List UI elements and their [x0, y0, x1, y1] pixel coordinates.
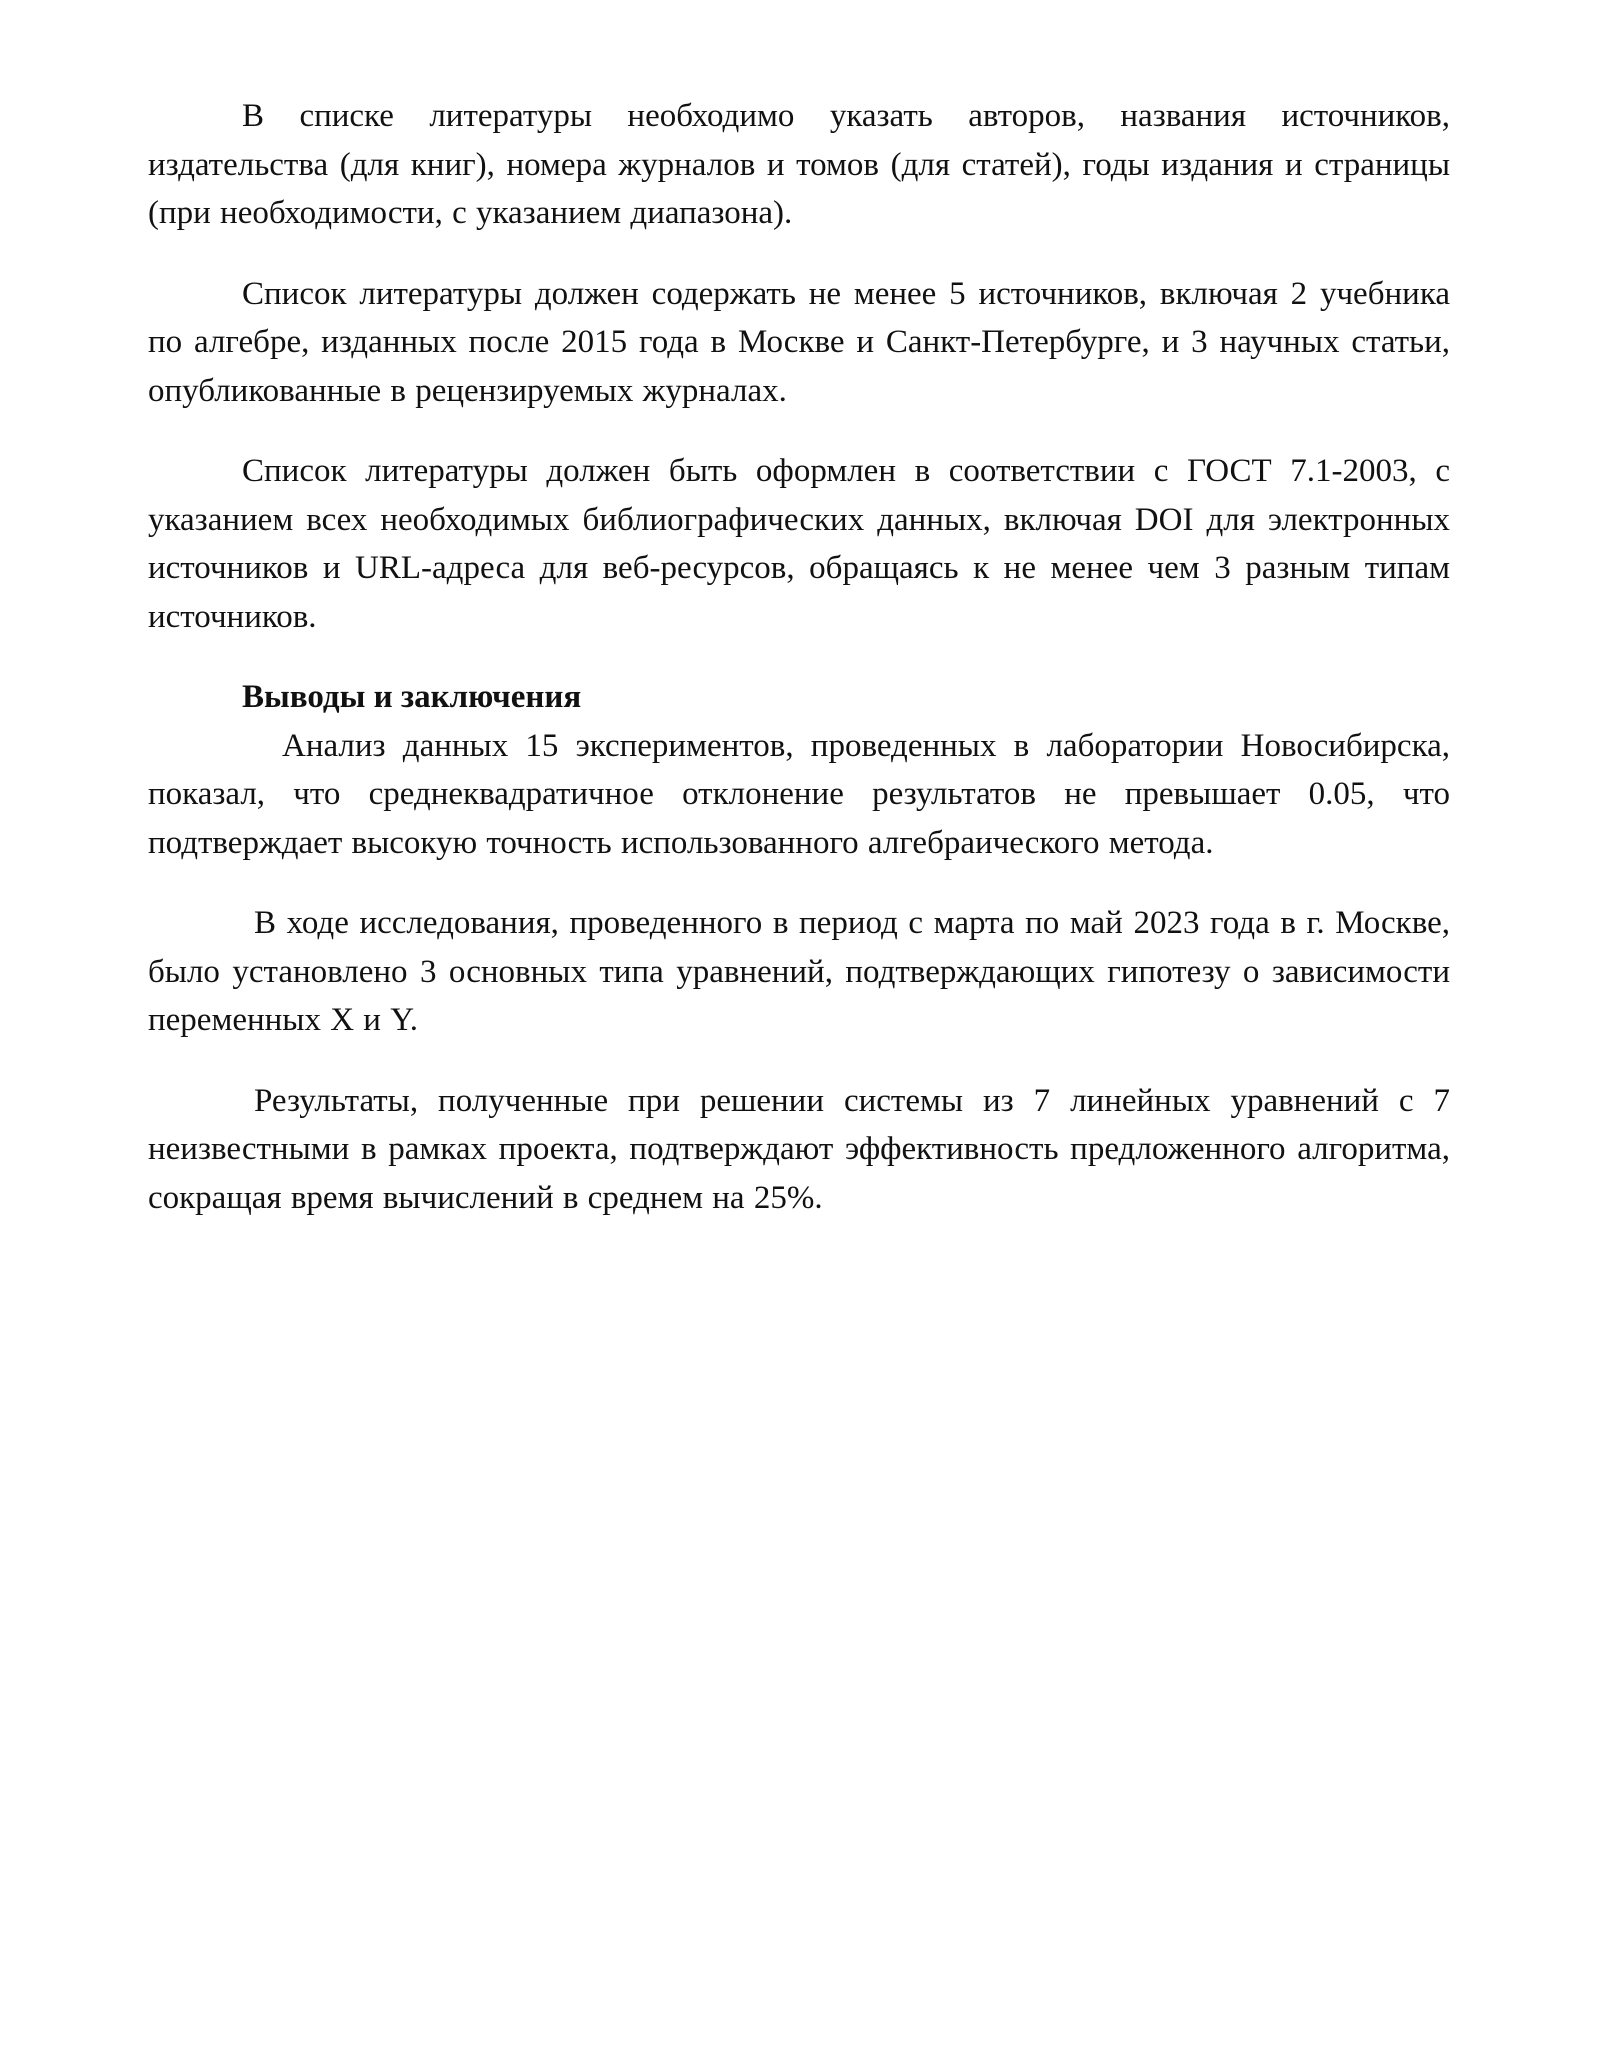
paragraph-experiment-analysis: Анализ данных 15 экспериментов, проведенных в лаборатории Новосибирска, показал, что среднеквадратичное отклонение результатов не превышает 0.05, что подтверждает высокую точность использованного алгебраического метода. — [148, 727, 1450, 861]
paragraph-moscow-study: В ходе исследования, проведенного в период с марта по май 2023 года в г. Москве, было установлено 3 основных типа уравнений, подтверждающих гипотезу о зависимости переменных X и Y. — [148, 905, 1450, 1038]
document-body — [148, 92, 1450, 1254]
paragraph-source-count: Список литературы должен содержать не менее 5 источников, включая 2 учебника по алгебре, изданных после 2015 года в Москве и Санкт-Петербурге, и 3 научных статьи, опубликованные в рецензируемых журналах. — [148, 275, 1450, 409]
paragraph-linear-system-results: Результаты, полученные при решении системы из 7 линейных уравнений с 7 неизвестными в рамках проекта, подтверждают эффективность предложенного алгоритма, сокращая время вычислений в среднем на 25%. — [148, 1082, 1450, 1216]
section-heading-conclusions: Выводы и заключения — [242, 679, 582, 715]
paragraph-bibliography-requirements: В списке литературы необходимо указать авторов, названия источников, издательства (для книг), номера журналов и томов (для статей), годы издания и страницы (при необходимости, с указанием диапазона). — [148, 98, 1450, 231]
paragraph-gost-format: Список литературы должен быть оформлен в соответствии с ГОСТ 7.1-2003, с указанием всех необходимых библиографических данных, включая DOI для электронных источников и URL-адреса для веб-ресурсов, обращаясь к не менее чем 3 разным типам источников. — [148, 453, 1450, 635]
